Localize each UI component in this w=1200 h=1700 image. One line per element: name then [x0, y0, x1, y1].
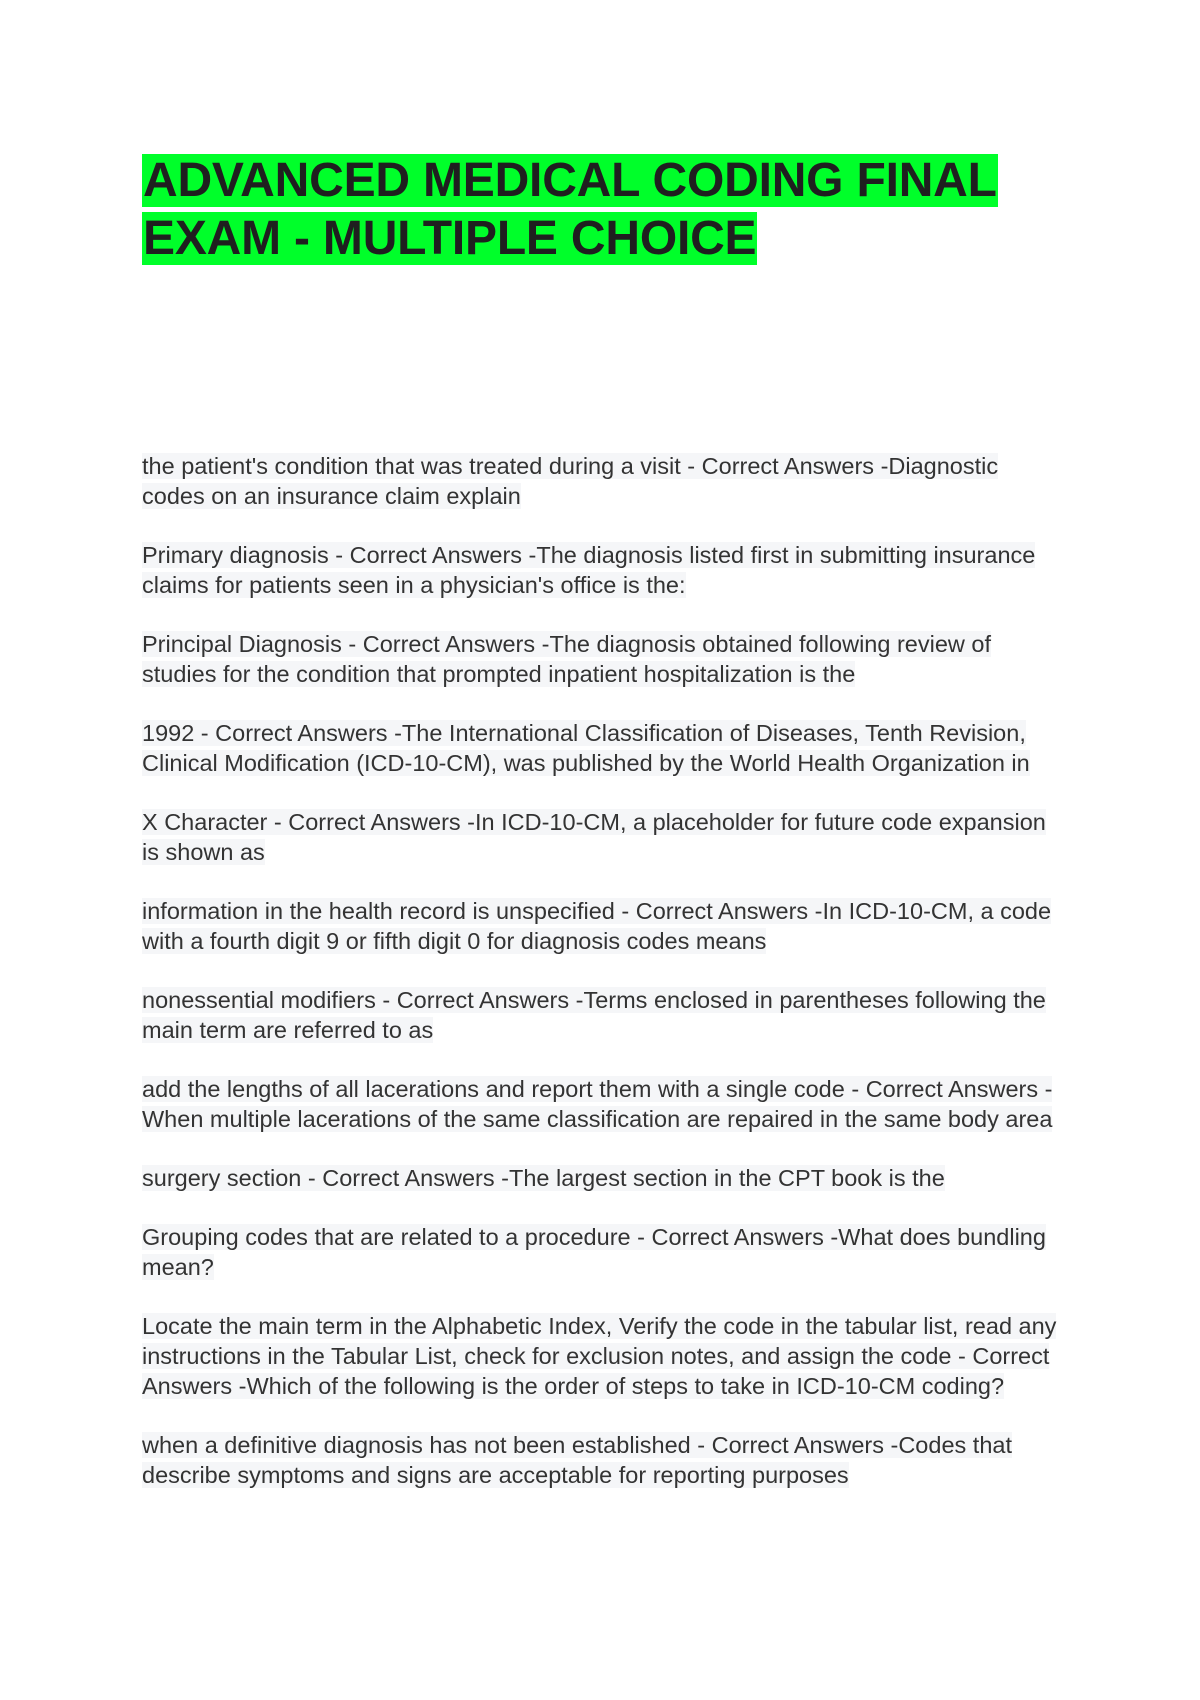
qa-list: [142, 451, 1062, 1519]
qa-item: [142, 1430, 1062, 1490]
qa-item: [142, 629, 1062, 689]
qa-item-text: Locate the main term in the Alphabetic Index, Verify the code in the tabular list, read any instructions in the Tabular List, check for exclusion notes, and assign the code - Correct Answers -Which of the following is the order of steps to take in ICD-10-CM coding?: [142, 1313, 1057, 1399]
qa-item: [142, 896, 1062, 956]
qa-item-text: when a definitive diagnosis has not been established - Correct Answers -Codes that describe symptoms and signs are acceptable for reporting purposes: [142, 1432, 1012, 1488]
qa-item: [142, 1311, 1062, 1401]
qa-item-text: X Character - Correct Answers -In ICD-10-CM, a placeholder for future code expansion is shown as: [142, 809, 1046, 865]
qa-item: [142, 718, 1062, 778]
qa-item-text: nonessential modifiers - Correct Answers -Terms enclosed in parentheses following the main term are referred to as: [142, 987, 1046, 1043]
qa-item: [142, 1074, 1062, 1134]
qa-item-text: information in the health record is unspecified - Correct Answers -In ICD-10-CM, a code with a fourth digit 9 or fifth digit 0 for diagnosis codes means: [142, 898, 1052, 954]
qa-item: [142, 451, 1062, 511]
qa-item-text: Primary diagnosis - Correct Answers -The diagnosis listed first in submitting insurance claims for patients seen in a physician's office is the:: [142, 542, 1036, 598]
qa-item-text: the patient's condition that was treated during a visit - Correct Answers -Diagnostic codes on an insurance claim explain: [142, 453, 999, 509]
qa-item-text: add the lengths of all lacerations and report them with a single code - Correct Answers -When multiple lacerations of the same classification are repaired in the same body area: [142, 1076, 1053, 1132]
title-highlight: ADVANCED MEDICAL CODING FINAL EXAM - MULTIPLE CHOICE: [143, 154, 997, 265]
qa-item-text: 1992 - Correct Answers -The International Classification of Diseases, Tenth Revision, Clinical Modification (ICD-10-CM), was published by the World Health Organization in: [142, 720, 1030, 776]
qa-item: [142, 540, 1062, 600]
qa-item: [142, 1222, 1062, 1282]
qa-item: [142, 1163, 1062, 1193]
document-page: [142, 152, 1062, 1488]
qa-item: [142, 807, 1062, 867]
qa-item-text: Grouping codes that are related to a procedure - Correct Answers -What does bundling mean?: [142, 1224, 1046, 1280]
document-title: [142, 152, 1062, 268]
qa-item: [142, 985, 1062, 1045]
qa-item-text: surgery section - Correct Answers -The largest section in the CPT book is the: [142, 1165, 945, 1191]
qa-item-text: Principal Diagnosis - Correct Answers -The diagnosis obtained following review of studies for the condition that prompted inpatient hospitalization is the: [142, 631, 992, 687]
